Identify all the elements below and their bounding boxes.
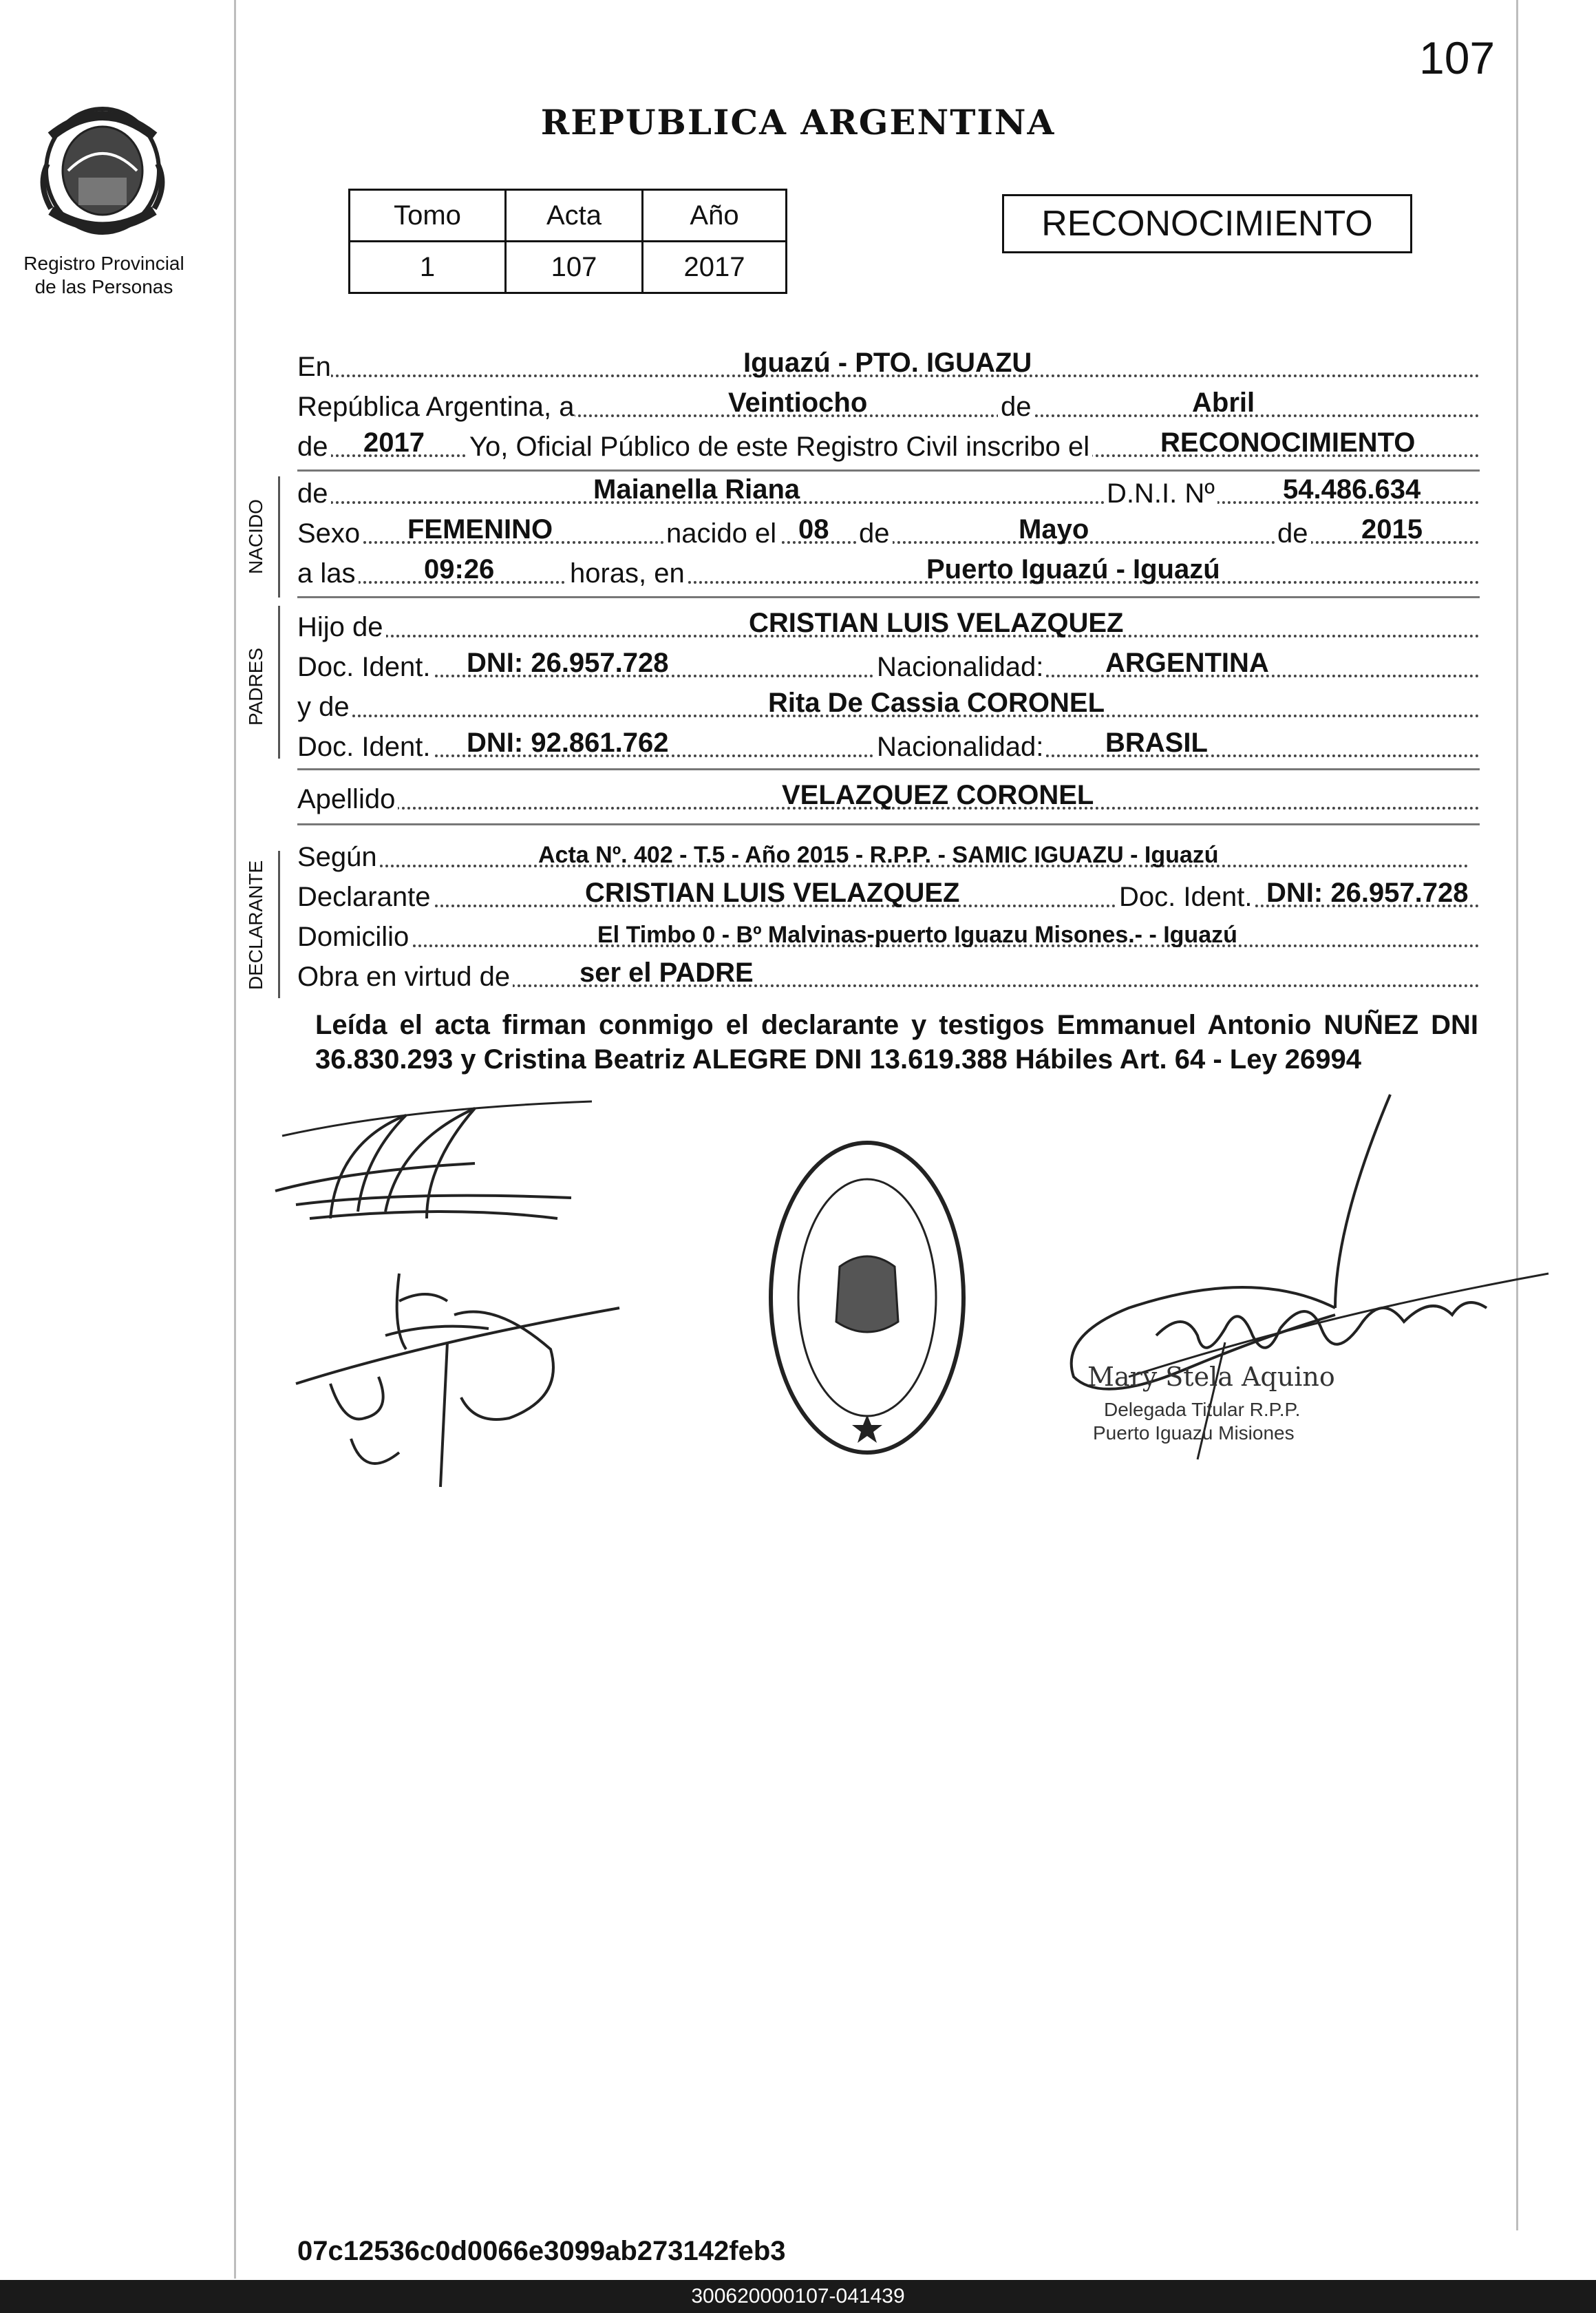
header-tomo: Tomo <box>350 190 506 242</box>
line-obra <box>297 958 1480 993</box>
side-label-declarante: DECLARANTE <box>245 860 266 990</box>
official-role: Delegada Titular R.P.P. <box>1104 1399 1301 1420</box>
official-place: Puerto Iguazu Misiones <box>1093 1422 1295 1444</box>
label-nacionalidad: Nacionalidad: <box>874 652 1046 683</box>
value-anio: 2017 <box>643 242 787 293</box>
logo-caption <box>0 252 208 299</box>
value-tipo: RECONOCIMIENTO <box>1160 427 1416 458</box>
value-mes: Abril <box>1192 388 1255 418</box>
registro-table <box>348 189 787 294</box>
page-number: 107 <box>1419 32 1496 83</box>
label-apellido: Apellido <box>297 784 398 815</box>
separator <box>297 469 1480 472</box>
line-en <box>297 348 1480 383</box>
separator <box>297 823 1480 825</box>
left-margin-line <box>234 0 236 2279</box>
separator <box>297 596 1480 598</box>
document-hash: 07c12536c0d0066e3099ab273142feb3 <box>297 2236 786 2266</box>
value-sexo: FEMENINO <box>407 514 553 545</box>
label-declarante: Declarante <box>297 882 433 913</box>
line-anio <box>297 427 1480 463</box>
side-bar-nacido <box>278 476 280 598</box>
logo-caption-line2: de las Personas <box>34 276 173 297</box>
value-lugar-nac: Puerto Iguazú - Iguazú <box>926 554 1220 584</box>
label-de-anio: de <box>1275 518 1311 549</box>
line-apellido <box>297 780 1480 815</box>
label-nacionalidad-madre: Nacionalidad: <box>874 732 1046 763</box>
label-de-nombre: de <box>297 478 331 509</box>
footer-code: 300620000107-041439 <box>0 2280 1596 2313</box>
value-padre-doc: DNI: 26.957.728 <box>467 648 669 678</box>
label-de2: de <box>297 432 331 463</box>
line-republica <box>297 388 1480 423</box>
value-declarante-doc: DNI: 26.957.728 <box>1266 878 1469 908</box>
label-yo: Yo, Oficial Público de este Registro Civil inscribo el <box>467 432 1092 463</box>
official-stamp-icon <box>764 1136 970 1459</box>
separator <box>297 768 1480 770</box>
label-de-mes: de <box>856 518 893 549</box>
label-horas-en: horas, en <box>567 558 688 589</box>
label-dni: D.N.I. Nº <box>1104 478 1217 509</box>
label-a-las: a las <box>297 558 359 589</box>
line-declarante <box>297 878 1480 913</box>
label-de: de <box>998 392 1034 423</box>
value-domicilio: El Timbo 0 - Bº Malvinas-puerto Iguazu Misones.- - Iguazú <box>597 922 1237 948</box>
value-padre-nac: ARGENTINA <box>1105 648 1269 678</box>
logo-caption-line1: Registro Provincial <box>23 253 184 274</box>
side-bar-declarante <box>278 851 280 998</box>
value-padre: CRISTIAN LUIS VELAZQUEZ <box>749 608 1124 638</box>
line-madre-doc <box>297 728 1480 763</box>
line-madre <box>297 688 1480 723</box>
line-domicilio <box>297 921 1480 953</box>
side-label-padres: PADRES <box>245 647 266 726</box>
value-dni: 54.486.634 <box>1283 474 1421 505</box>
value-madre: Rita De Cassia CORONEL <box>768 688 1105 718</box>
tipo-acta-box: RECONOCIMIENTO <box>1002 194 1412 253</box>
signature-declarante-icon <box>268 1088 613 1239</box>
label-doc-ident-declarante: Doc. Ident. <box>1116 882 1255 913</box>
side-bar-padres <box>278 606 280 759</box>
value-apellido: VELAZQUEZ CORONEL <box>782 780 1094 810</box>
value-dia: Veintiocho <box>728 388 868 418</box>
label-obra: Obra en virtud de <box>297 962 513 993</box>
value-nac-dia: 08 <box>798 514 829 545</box>
label-domicilio: Domicilio <box>297 922 412 953</box>
label-doc-ident-madre: Doc. Ident. <box>297 732 433 763</box>
closing-statement: Leída el acta firman conmigo el declarante y testigos Emmanuel Antonio NUÑEZ DNI 36.830.293 y Cristina Beatriz ALEGRE DNI 13.619.388 Hábiles Art. 64 - Ley 26994 <box>315 1010 1478 1075</box>
value-anio-acta: 2017 <box>363 427 425 458</box>
label-nacido-el: nacido el <box>663 518 779 549</box>
value-acta: 107 <box>506 242 643 293</box>
signature-testigo-icon <box>289 1260 633 1508</box>
value-nombre: Maianella Riana <box>593 474 800 505</box>
label-republica: República Argentina, a <box>297 392 575 422</box>
header-anio: Año <box>643 190 787 242</box>
line-sexo <box>297 514 1480 549</box>
header-acta: Acta <box>506 190 643 242</box>
value-madre-nac: BRASIL <box>1105 728 1208 758</box>
value-nac-anio: 2015 <box>1361 514 1423 545</box>
label-y-de: y de <box>297 692 352 723</box>
value-nac-mes: Mayo <box>1019 514 1089 545</box>
value-declarante: CRISTIAN LUIS VELAZQUEZ <box>585 878 960 908</box>
line-padre-doc <box>297 648 1480 683</box>
value-lugar: Iguazú - PTO. IGUAZU <box>743 348 1032 378</box>
value-obra: ser el PADRE <box>579 958 754 988</box>
line-segun <box>297 841 1480 873</box>
label-sexo: Sexo <box>297 518 363 549</box>
label-segun: Según <box>297 842 380 873</box>
label-hijo-de: Hijo de <box>297 612 386 643</box>
value-hora: 09:26 <box>424 554 495 584</box>
line-hora <box>297 554 1480 589</box>
line-padre <box>297 608 1480 643</box>
side-label-nacido: NACIDO <box>245 499 266 574</box>
label-en: En <box>297 352 331 382</box>
label-doc-ident: Doc. Ident. <box>297 652 433 683</box>
value-madre-doc: DNI: 92.861.762 <box>467 728 669 758</box>
value-segun: Acta Nº. 402 - T.5 - Año 2015 - R.P.P. - SAMIC IGUAZU - Iguazú <box>538 842 1219 868</box>
official-name: Mary Stela Aquino <box>1087 1362 1335 1392</box>
line-nombre <box>297 474 1480 509</box>
page-title: REPUBLICA ARGENTINA <box>540 102 1056 142</box>
value-tomo: 1 <box>350 242 506 293</box>
